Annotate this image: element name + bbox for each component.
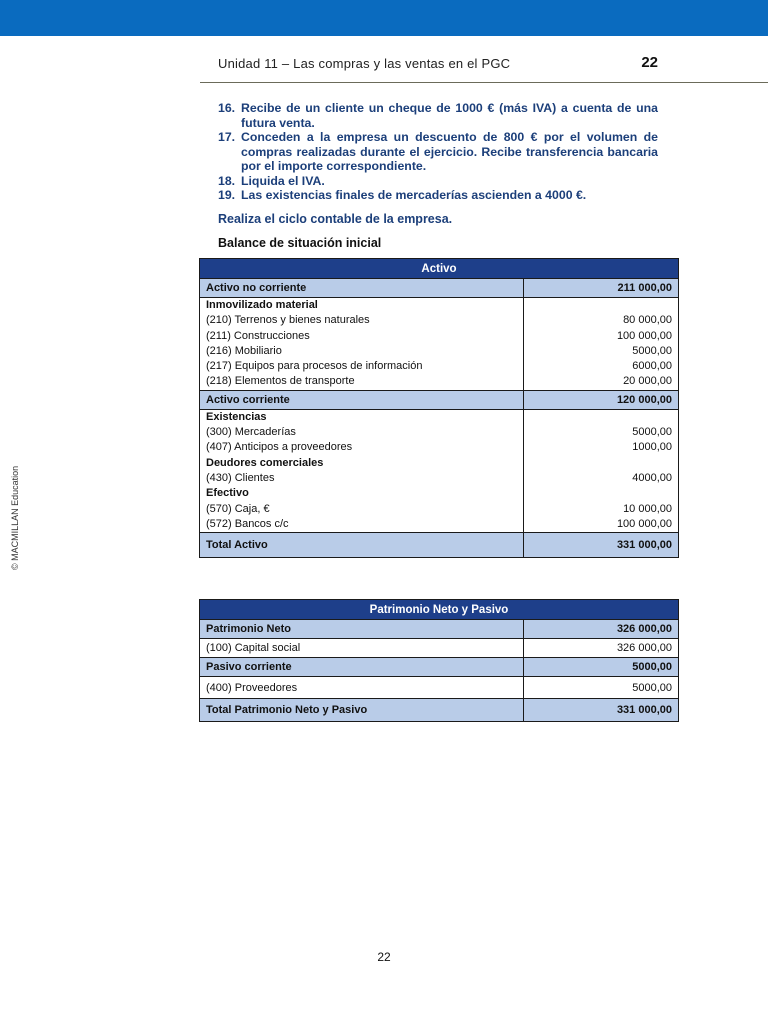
question-number: 17. (218, 130, 236, 144)
account-label: (400) Proveedores (200, 677, 524, 699)
account-label: (570) Caja, € (206, 502, 270, 515)
total-activo-label: Total Activo (200, 533, 524, 558)
account-value (530, 486, 672, 501)
question-text: Conceden a la empresa un descuento de 800 € por el volumen de compras realizadas durante el ejercicio. Recibe transferencia bancaria por el importe correspondiente. (241, 130, 658, 173)
question-item (218, 188, 658, 203)
footer-page-number: 22 (377, 950, 391, 964)
pasivo-header: Patrimonio Neto y Pasivo (200, 600, 679, 620)
account-value (530, 298, 672, 313)
group-label: Efectivo (206, 487, 249, 500)
question-item (218, 130, 658, 174)
activo-corriente-total: 120 000,00 (524, 390, 679, 409)
question-number: 16. (218, 101, 236, 115)
header-divider (200, 82, 768, 83)
header-title: Unidad 11 – Las compras y las ventas en el PGC (218, 56, 511, 71)
question-text: Liquida el IVA. (241, 173, 325, 188)
account-value: 6000,00 (632, 360, 672, 373)
activo-no-corriente-values (524, 298, 679, 391)
account-label: (100) Capital social (200, 639, 524, 658)
account-value (530, 456, 672, 471)
header-page-number: 22 (641, 54, 658, 71)
publisher-credit: © MACMILLAN Education (10, 465, 20, 570)
account-label: (300) Mercaderías (206, 426, 296, 439)
question-number: 18. (218, 173, 236, 188)
account-value: 5000,00 (632, 426, 672, 439)
account-label: (572) Bancos c/c (206, 517, 289, 530)
group-label: Inmovilizado material (206, 299, 318, 311)
account-value: 100 000,00 (616, 329, 672, 342)
pasivo-table (199, 599, 679, 722)
account-value: 80 000,00 (623, 314, 672, 327)
total-activo-value: 331 000,00 (524, 533, 679, 558)
activo-no-corriente-labels (200, 298, 524, 391)
account-value: 10 000,00 (623, 502, 672, 515)
activo-table (199, 258, 679, 558)
account-label: (210) Terrenos y bienes naturales (206, 314, 370, 327)
account-value: 1000,00 (632, 441, 672, 454)
account-value: 20 000,00 (623, 375, 672, 388)
account-value: 100 000,00 (616, 517, 672, 530)
balance-title: Balance de situación inicial (218, 236, 382, 250)
activo-header: Activo (200, 259, 679, 279)
activo-no-corriente-total: 211 000,00 (524, 279, 679, 298)
question-item (218, 101, 658, 130)
activo-no-corriente-label: Activo no corriente (200, 279, 524, 298)
total-pasivo-label: Total Patrimonio Neto y Pasivo (200, 699, 524, 722)
patrimonio-neto-label: Patrimonio Neto (200, 620, 524, 639)
question-text: Recibe de un cliente un cheque de 1000 € (más IVA) a cuenta de una futura venta. (241, 101, 658, 130)
top-banner (0, 0, 768, 36)
page-header (200, 56, 658, 76)
account-value: 4000,00 (632, 471, 672, 484)
account-label: (216) Mobiliario (206, 344, 282, 357)
pasivo-corriente-label: Pasivo corriente (200, 658, 524, 677)
instruction-text: Realiza el ciclo contable de la empresa. (218, 212, 453, 226)
total-pasivo-value: 331 000,00 (524, 699, 679, 722)
question-text: Las existencias finales de mercaderías ascienden a 4000 €. (241, 188, 587, 202)
account-value: 5000,00 (632, 344, 672, 357)
patrimonio-neto-total: 326 000,00 (524, 620, 679, 639)
account-value: 326 000,00 (524, 639, 679, 658)
question-number: 19. (218, 188, 236, 202)
activo-corriente-values (524, 409, 679, 532)
account-value: 5000,00 (524, 677, 679, 699)
account-label: (218) Elementos de transporte (206, 375, 355, 388)
account-label: (217) Equipos para procesos de información (206, 360, 423, 373)
account-label: (211) Construcciones (206, 329, 310, 342)
question-item (218, 174, 658, 189)
account-label: (430) Clientes (206, 471, 275, 484)
activo-corriente-labels (200, 409, 524, 532)
group-label: Existencias (206, 410, 267, 423)
account-value (530, 410, 672, 425)
group-label: Deudores comerciales (206, 456, 324, 469)
pasivo-corriente-total: 5000,00 (524, 658, 679, 677)
question-list (218, 101, 658, 203)
account-label: (407) Anticipos a proveedores (206, 441, 353, 454)
activo-corriente-label: Activo corriente (200, 390, 524, 409)
